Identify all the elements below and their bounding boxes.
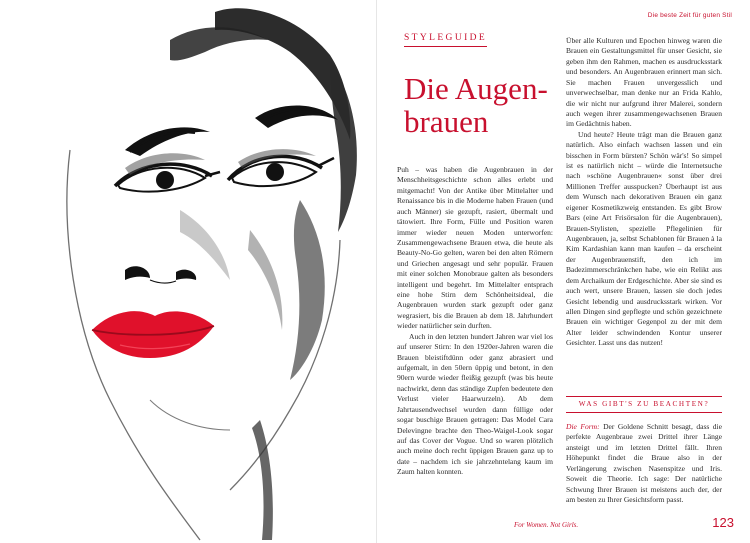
paragraph: Und heute? Heute trägt man die Brauen ganz natürlich. Also einfach wachsen lassen und ein bisschen in Form bürsten? Schön wär's! So simpel ist es natürlich nicht – würde die Internetsuche nach »schöne Augenbrauen« sonst über drei Millionen Treffer ausspucken? Überhaupt ist aus dem Wunsch nach dekorativen Brauen ein ganz eigener Kosmetikzweig entstanden. Es gibt Brow Bars (eine Art Frisörsalon für die Augenbrauen), Brauen-Stylisten, spezielle Pflegelinien für Augenbrauen, ja, selbst Schablonen für Brauen à la Kim Kardashian kann man kaufen – da erscheint der Augenbrauenstift, den ich im Badezimmerschränkchen habe, wie ein Relikt aus dem Archaikum der Erdgeschichte. Aber sie sind es auch wert, unsere Brauen, lassen sie doch jedes Gesicht lebendig und ausdrucksstark wirken. Vor allen Dingen sind gepflegte und schön gezeichnete Brauen ein wichtiger Gegenpol zu der mit dem Alter leider schwindenden Kontur unserer Gesichter. Lasst uns das nutzen!	[566, 129, 722, 348]
paragraph-lead: Die Form:	[566, 422, 600, 431]
page-gutter	[376, 0, 377, 543]
article-title-line-1: Die Augen-	[404, 71, 548, 106]
subhead-rule-bottom	[566, 412, 722, 413]
neck-shadow	[252, 420, 273, 540]
paragraph: Puh – was haben die Augenbrauen in der Menschheitsgeschichte schon alles erlebt und mitgemacht! Von der Antike über Mittelalter und Renaissance bis in die Moderne haben Frauen (und auch Männer) sie gezupft, rasiert, übermalt und tätowiert. Ihre Form, Fülle und Position waren immer wieder neuen Moden unterworfen: Zusammengewachsene Brauen etwa, die heute als Beauty-No-Go gelten, waren bei den alten Römern und Griechen angesagt und sehr populär. Frauen mit einer solchen Monobraue galten als besonders intelligent und begehrt. Im Mittelalter entsprach eine hohe Stirn dem Schönheitsideal, die Augenbrauen wurden stark gezupft oder ganz wegrasiert, bis die Brauen ab dem 18. Jahrhundert wieder natürlicher sein durften.	[397, 165, 553, 331]
section-subhead: WAS GIBT'S ZU BEACHTEN?	[578, 400, 710, 408]
body-column-3	[566, 422, 722, 505]
paragraph-text: Der Goldene Schnitt besagt, dass die perfekte Augenbraue zwei Drittel ihrer Länge ansteigt und im letzten Drittel fällt. Ihren Höhepunkt findet die Braue also in der Verlängerung zwischen Nasenspitze und Iris. Soweit die Theorie. Ich sage: Der natürliche Schwung Ihrer Brauen ist meistens auch der, der am besten zu Ihrer Gesichtsform passt.	[566, 422, 722, 504]
left-eyebrow	[125, 127, 210, 156]
nose	[125, 266, 150, 280]
article-title	[404, 72, 554, 138]
page-number: 123	[712, 515, 734, 530]
paragraph: Über alle Kulturen und Epochen hinweg waren die Brauen ein Gestaltungsmittel für unser Gesicht, sie geben ihm den Rahmen, machen es ausdrucksstark und besonders. An Augenbrauen erinnert man sich. Sie machen Frauen unvergesslich und unverwechselbar, man denke nur an Frida Kahlo, die wir nicht nur aufgrund ihrer Malerei, sondern auch wegen ihrer zusammengewachsenen Brauen im Gedächtnis haben.	[566, 36, 722, 129]
article-title-line-2: brauen	[404, 104, 489, 139]
body-column-1	[397, 165, 553, 478]
paragraph	[566, 422, 722, 505]
paragraph: Auch in den letzten hundert Jahren war viel los auf unserer Stirn: In den 1920er-Jahren waren die Brauen bleistiftdünn oder ganz abrasiert und aufgemalt, in den 50ern üppig und betont, in den 90ern wurde wieder fleißig gezupft (was bis heute nachwirkt, denn das ständige Zupfen bedeutete den Verlust vieler Haarwurzeln). Ab dem Jahrtausendwechsel wurden dann füllige oder sogar buschige Brauen getragen: Das Model Cara Delevingne brachte den Theo-Waigel-Look sogar auf das Cover der Vogue. Und so waren plötzlich auch meine doch recht üppigen Brauen ganz up to date – nachdem ich sie jahrzehntelang kaum im Zaum halten konnten.	[397, 331, 553, 477]
body-column-2	[566, 36, 722, 349]
footer-tagline: For Women. Not Girls.	[514, 521, 579, 529]
hair-stroke-3	[330, 60, 357, 232]
running-head: Die beste Zeit für guten Stil	[647, 12, 732, 19]
section-kicker: STYLEGUIDE	[404, 33, 487, 47]
subhead-rule-top	[566, 396, 722, 397]
cheek-shadow-right	[290, 200, 325, 380]
